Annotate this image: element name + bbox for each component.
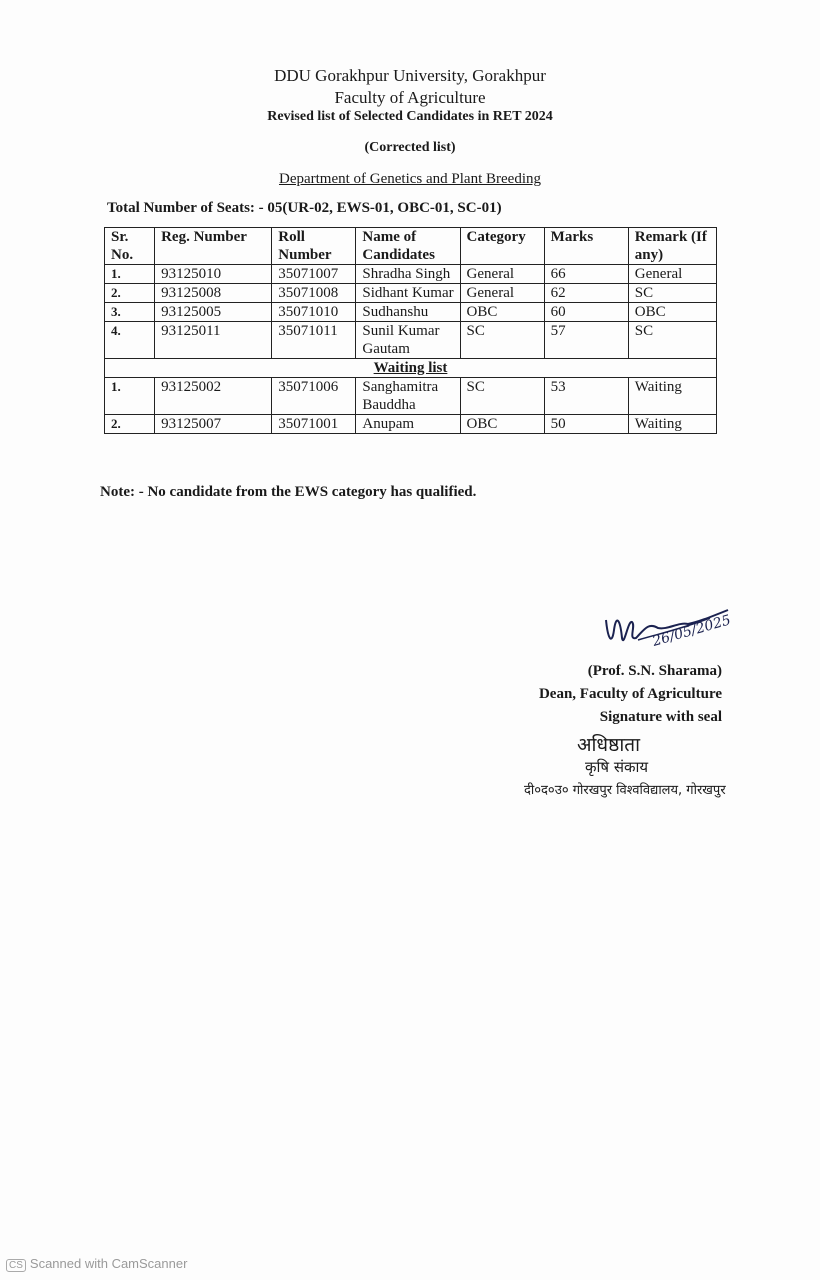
remark-cell: SC [628,322,716,359]
marks-cell: 53 [544,378,628,415]
reg-cell: 93125008 [155,284,272,303]
name-cell: Anupam [356,415,460,434]
name-cell: Sunil Kumar Gautam [356,322,460,359]
list-title: Revised list of Selected Candidates in RET 2024 [267,109,553,124]
reg-cell: 93125007 [155,415,272,434]
remark-cell: Waiting [628,378,716,415]
table-row [105,265,717,284]
sr-cell: 1. [105,378,155,415]
remark-cell: Waiting [628,415,716,434]
table-header-row [105,228,717,265]
column-header: Marks [544,228,628,265]
marks-cell: 57 [544,322,628,359]
column-header: Remark (If any) [628,228,716,265]
reg-cell: 93125005 [155,303,272,322]
roll-cell: 35071007 [272,265,356,284]
waiting-list-label: Waiting list [105,359,717,378]
column-header: Sr. No. [105,228,155,265]
roll-cell: 35071001 [272,415,356,434]
name-cell: Sidhant Kumar [356,284,460,303]
sr-cell: 2. [105,415,155,434]
table-row [105,303,717,322]
signature-date: 26/05/2025 [650,612,733,650]
note-text: Note: - No candidate from the EWS category has qualified. [100,484,477,500]
sr-cell: 2. [105,284,155,303]
table-row [105,322,717,359]
sr-cell: 4. [105,322,155,359]
name-cell: Sanghamitra Bauddha [356,378,460,415]
sr-cell: 3. [105,303,155,322]
scanner-text: Scanned with CamScanner [29,1256,188,1271]
roll-cell: 35071010 [272,303,356,322]
marks-cell: 66 [544,265,628,284]
column-header: Category [460,228,544,265]
marks-cell: 62 [544,284,628,303]
seal-line-2: कृषि संकाय [585,758,649,776]
column-header: Name of Candidates [356,228,460,265]
faculty-title: Faculty of Agriculture [334,88,486,107]
signatory-name: (Prof. S.N. Sharama) [587,663,722,679]
table-row [105,284,717,303]
category-cell: SC [460,322,544,359]
category-cell: OBC [460,303,544,322]
name-cell: Sudhanshu [356,303,460,322]
roll-cell: 35071006 [272,378,356,415]
signature-label: Signature with seal [599,709,722,725]
roll-cell: 35071008 [272,284,356,303]
camscanner-logo-icon: CS [6,1259,26,1272]
name-cell: Shradha Singh [356,265,460,284]
waiting-list-row [105,359,717,378]
seal-line-1: अधिष्ठाता [577,734,640,756]
handwritten-signature [598,600,738,660]
column-header: Roll Number [272,228,356,265]
table-row [105,415,717,434]
reg-cell: 93125002 [155,378,272,415]
selected-candidates-table [104,227,717,434]
scanner-watermark [6,1256,187,1272]
university-title: DDU Gorakhpur University, Gorakhpur [274,66,546,85]
remark-cell: SC [628,284,716,303]
total-seats: Total Number of Seats: - 05(UR-02, EWS-01, OBC-01, SC-01) [107,200,502,216]
roll-cell: 35071011 [272,322,356,359]
category-cell: General [460,265,544,284]
corrected-label: (Corrected list) [364,140,456,155]
reg-cell: 93125010 [155,265,272,284]
department-title: Department of Genetics and Plant Breeding [278,171,541,187]
marks-cell: 60 [544,303,628,322]
seal-line-3: दी०द०उ० गोरखपुर विश्वविद्यालय, गोरखपुर [524,783,726,798]
marks-cell: 50 [544,415,628,434]
remark-cell: General [628,265,716,284]
category-cell: SC [460,378,544,415]
sr-cell: 1. [105,265,155,284]
table-row [105,378,717,415]
category-cell: General [460,284,544,303]
column-header: Reg. Number [155,228,272,265]
reg-cell: 93125011 [155,322,272,359]
remark-cell: OBC [628,303,716,322]
category-cell: OBC [460,415,544,434]
signatory-designation: Dean, Faculty of Agriculture [538,686,722,702]
